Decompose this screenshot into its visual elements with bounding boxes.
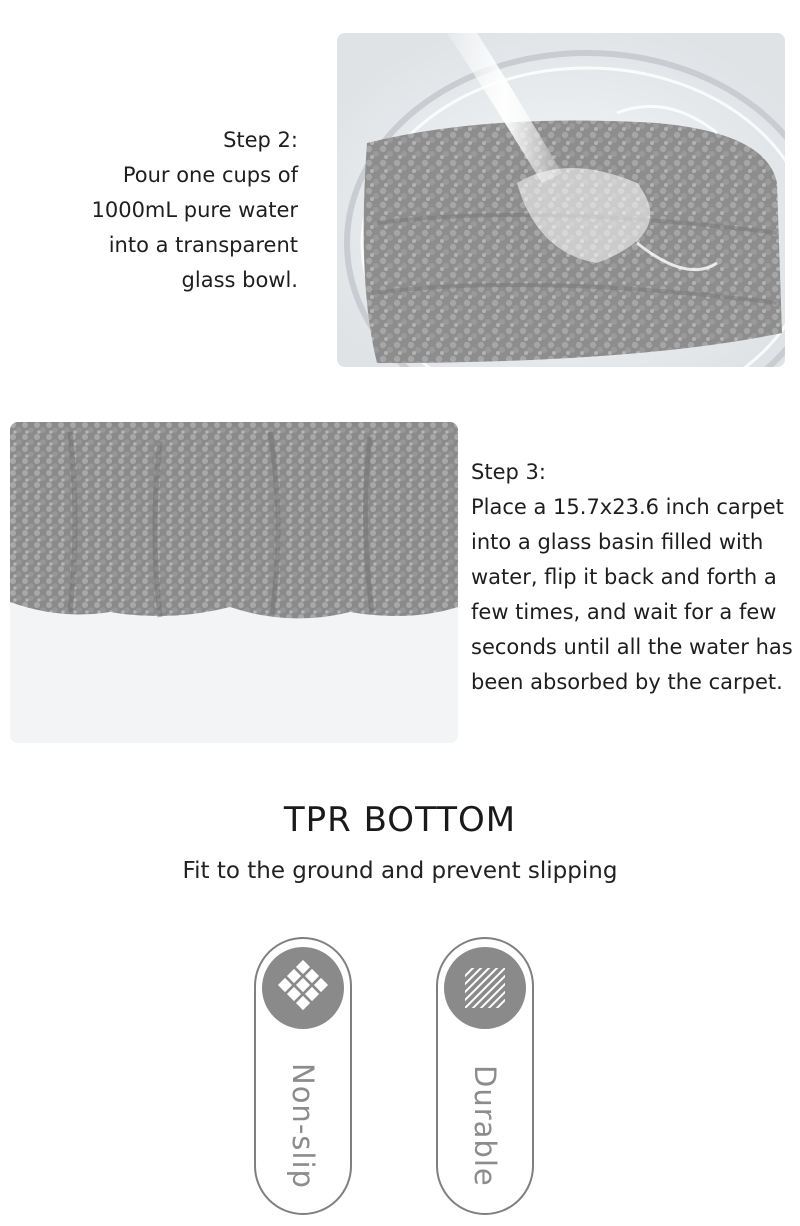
tpr-bottom-title: TPR BOTTOM [283,800,517,840]
step2-line: 1000mL pure water [91,198,298,222]
step3-photo-wet-carpet [10,422,458,743]
step2-photo-towel-in-bowl [337,33,785,367]
feature-pill-durable [436,937,534,1215]
step3-line: water, flip it back and forth a [471,565,777,589]
step3-line: been absorbed by the carpet. [471,670,783,694]
step2-line: glass bowl. [181,268,298,292]
step2-line: into a transparent [108,233,298,257]
feature-pill-non-slip [254,937,352,1215]
feature-label-durable: Durable [468,1065,502,1187]
step3-instructions [471,455,796,700]
diagonal-lines-icon [444,947,526,1029]
tpr-bottom-subtitle: Fit to the ground and prevent slipping [182,858,618,884]
step3-line: few times, and wait for a few [471,600,777,624]
feature-label-wrap [438,1051,532,1201]
step3-line: Place a 15.7x23.6 inch carpet [471,495,784,519]
feature-label-wrap [256,1051,350,1201]
step3-line: into a glass basin filled with [471,530,764,554]
step2-line: Pour one cups of [122,163,298,187]
feature-label-non-slip: Non-slip [286,1063,320,1189]
step2-heading: Step 2: [223,128,298,152]
step3-heading: Step 3: [471,460,546,484]
diamond-grid-icon [262,947,344,1029]
step2-instructions [60,123,298,298]
step3-line: seconds until all the water has [471,635,793,659]
